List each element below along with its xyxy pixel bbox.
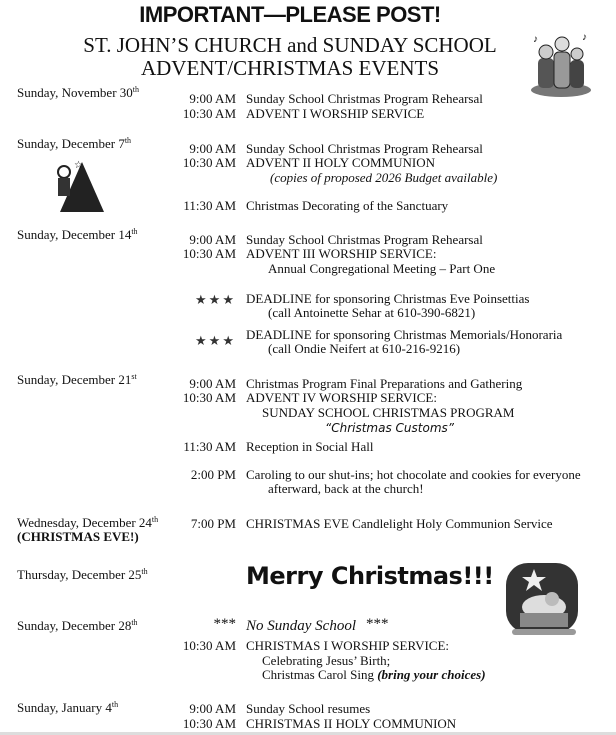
deadline-notice: DEADLINE for sponsoring Christmas Memorials/Honoraria <box>246 327 563 342</box>
stars-icon: ★★★ <box>195 292 236 307</box>
carolers-illustration <box>530 30 592 98</box>
event-description: ADVENT II HOLY COMMUNION <box>246 155 435 170</box>
event-time: 9:00 AM <box>189 232 236 247</box>
church-name: ST. JOHN’S CHURCH and SUNDAY SCHOOL <box>83 33 497 57</box>
event-time: 10:30 AM <box>182 246 236 261</box>
event-time: 9:00 AM <box>189 141 236 156</box>
event-description: Sunday School resumes <box>246 701 371 716</box>
subtitle: ADVENT/CHRISTMAS EVENTS <box>140 56 440 80</box>
event-description: ADVENT III WORSHIP SERVICE: <box>246 246 437 261</box>
event-description: Sunday School Christmas Program Rehearsal <box>246 91 483 106</box>
event-subdescription: Annual Congregational Meeting – Part One <box>268 261 496 276</box>
event-date: Sunday, December 28th <box>17 618 138 633</box>
svg-text:♪: ♪ <box>533 34 538 45</box>
event-time: 2:00 PM <box>190 467 236 482</box>
deadline-contact: (call Antoinette Sehar at 610-390-6821) <box>268 305 476 320</box>
event-date: Sunday, December 7th <box>17 136 132 151</box>
event-subdescription: Celebrating Jesus’ Birth; <box>262 653 391 668</box>
stars-icon: ★★★ <box>195 333 236 348</box>
deadline-notice: DEADLINE for sponsoring Christmas Eve Poinsettias <box>246 291 530 306</box>
event-time: 10:30 AM <box>182 155 236 170</box>
event-time: 10:30 AM <box>182 390 236 405</box>
event-time: 9:00 AM <box>189 91 236 106</box>
event-date: Sunday, December 21st <box>17 372 137 387</box>
event-description: Sunday School Christmas Program Rehearsal <box>246 232 483 247</box>
event-description: CHRISTMAS II HOLY COMMUNION <box>246 716 457 731</box>
event-time: 11:30 AM <box>183 198 236 213</box>
event-description: CHRISTMAS I WORSHIP SERVICE: <box>246 638 450 653</box>
event-description: ADVENT IV WORSHIP SERVICE: <box>246 390 437 405</box>
event-date: Sunday, November 30th <box>17 85 140 100</box>
asterisks-icon: *** <box>213 616 236 632</box>
event-time: 7:00 PM <box>190 516 236 531</box>
event-description: Reception in Social Hall <box>246 439 374 454</box>
no-sunday-school-notice: No Sunday School <box>246 618 356 634</box>
event-description: Christmas Decorating of the Sanctuary <box>246 198 449 213</box>
svg-text:☆: ☆ <box>74 160 83 171</box>
program-title: “Christmas Customs” <box>325 421 454 435</box>
event-date: Thursday, December 25th <box>17 567 148 582</box>
event-date: Sunday, January 4th <box>17 700 119 715</box>
nativity-illustration <box>502 557 580 639</box>
svg-text:♪: ♪ <box>582 32 587 43</box>
event-description: Christmas Program Final Preparations and Gathering <box>246 376 523 391</box>
event-subdescription: afterward, back at the church! <box>268 481 424 496</box>
event-note: (copies of proposed 2026 Budget available) <box>270 170 498 185</box>
event-description: CHRISTMAS EVE Candlelight Holy Communion Service <box>246 516 553 531</box>
event-date: Wednesday, December 24th <box>17 515 159 530</box>
event-description: Sunday School Christmas Program Rehearsal <box>246 141 483 156</box>
merry-christmas-heading: Merry Christmas!!! <box>246 562 494 590</box>
event-subdescription: SUNDAY SCHOOL CHRISTMAS PROGRAM <box>262 405 515 420</box>
page-title: IMPORTANT—PLEASE POST! <box>139 2 441 27</box>
event-time: 10:30 AM <box>182 638 236 653</box>
decorating-tree-illustration <box>48 158 108 216</box>
christmas-eve-label: (CHRISTMAS EVE!) <box>17 529 139 544</box>
deadline-contact: (call Ondie Neifert at 610-216-9216) <box>268 341 461 356</box>
event-time: 9:00 AM <box>189 376 236 391</box>
event-time: 10:30 AM <box>182 716 236 731</box>
event-description: ADVENT I WORSHIP SERVICE <box>246 106 425 121</box>
event-date: Sunday, December 14th <box>17 227 138 242</box>
event-description: Caroling to our shut-ins; hot chocolate and cookies for everyone <box>246 467 581 482</box>
event-time: 10:30 AM <box>182 106 236 121</box>
event-subdescription: Christmas Carol Sing (bring your choices) <box>262 667 486 682</box>
asterisks-icon: *** <box>366 616 389 632</box>
event-time: 11:30 AM <box>183 439 236 454</box>
event-time: 9:00 AM <box>189 701 236 716</box>
